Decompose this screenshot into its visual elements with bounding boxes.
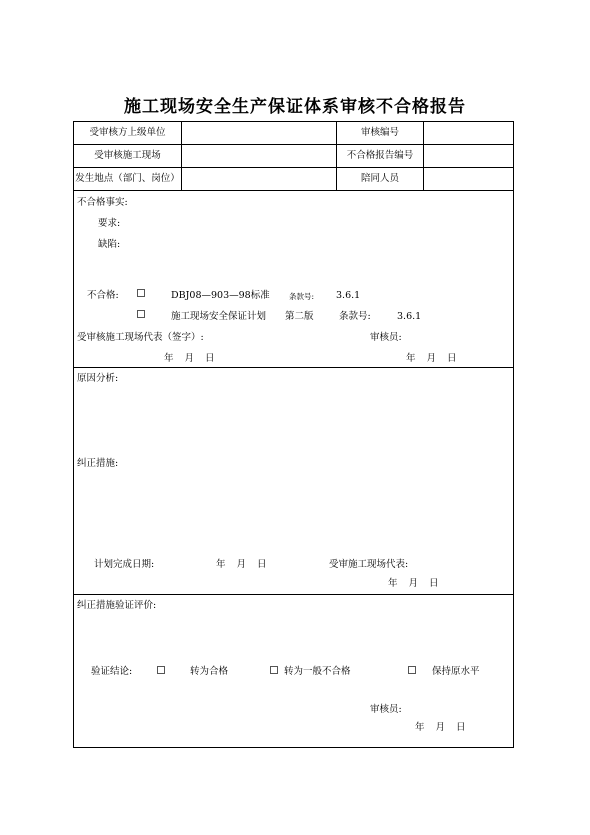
escort-label: 陪同人员: [337, 168, 424, 190]
facts-heading: 不合格事实:: [77, 197, 128, 208]
general-nonconform-checkbox[interactable]: [270, 666, 278, 674]
conclusion-label: 验证结论:: [91, 666, 133, 677]
keep-level-checkbox[interactable]: [408, 666, 416, 674]
audited-site-label: 受审核施工现场: [74, 145, 182, 167]
plan-date-label: 计划完成日期:: [94, 559, 155, 570]
location-label: 发生地点（部门、岗位）: [74, 168, 182, 190]
clause-label-small: 条款号:: [289, 292, 315, 301]
standard-checkbox[interactable]: [137, 289, 145, 297]
audit-number-label: 审核编号: [337, 122, 424, 144]
rep-sign-date: 年 月 日: [164, 353, 215, 364]
general-nonconform-option: 转为一般不合格: [284, 666, 351, 677]
plan-text: 施工现场安全保证计划: [171, 311, 267, 322]
plan-checkbox[interactable]: [137, 310, 145, 318]
corrective-heading: 纠正措施:: [77, 458, 119, 469]
header-row-site: [74, 145, 513, 168]
requirement-label: 要求:: [98, 218, 121, 229]
report-form: [73, 121, 514, 748]
audit-number-field[interactable]: [424, 122, 513, 144]
nonconform-label: 不合格:: [87, 290, 119, 301]
escort-field[interactable]: [424, 168, 513, 190]
keep-level-option: 保持原水平: [432, 666, 480, 677]
edition-text: 第二版: [285, 311, 314, 322]
cause-section: [74, 368, 513, 595]
page-title: 施工现场安全生产保证体系审核不合格报告: [124, 97, 466, 117]
auditor-label: 审核员:: [370, 332, 402, 343]
site-rep-date: 年 月 日: [388, 578, 439, 589]
location-field[interactable]: [182, 168, 337, 190]
pass-option: 转为合格: [190, 666, 229, 677]
verify-heading: 纠正措施验证评价:: [77, 600, 157, 611]
audited-site-field[interactable]: [182, 145, 337, 167]
auditor-date: 年 月 日: [406, 353, 457, 364]
defect-label: 缺陷:: [98, 239, 121, 250]
header-row-location: [74, 168, 513, 191]
pass-checkbox[interactable]: [157, 666, 165, 674]
verify-auditor-label: 审核员:: [370, 704, 402, 715]
header-row-parent-unit: [74, 122, 513, 145]
rep-sign-label: 受审核施工现场代表（签字）:: [77, 332, 204, 343]
report-number-field[interactable]: [424, 145, 513, 167]
site-rep-label: 受审施工现场代表:: [329, 559, 409, 570]
plan-date: 年 月 日: [216, 559, 267, 570]
clause-value-2: 3.6.1: [397, 311, 422, 322]
standard-text: DBJ08—903—98标准: [171, 290, 270, 301]
verify-section: [74, 595, 513, 747]
clause-value-1: 3.6.1: [336, 290, 361, 301]
parent-unit-label: 受审核方上级单位: [74, 122, 182, 144]
parent-unit-field[interactable]: [182, 122, 337, 144]
facts-section: [74, 191, 513, 368]
clause-label: 条款号:: [339, 311, 371, 322]
cause-heading: 原因分析:: [77, 373, 119, 384]
report-number-label: 不合格报告编号: [337, 145, 424, 167]
verify-date: 年 月 日: [415, 722, 466, 733]
